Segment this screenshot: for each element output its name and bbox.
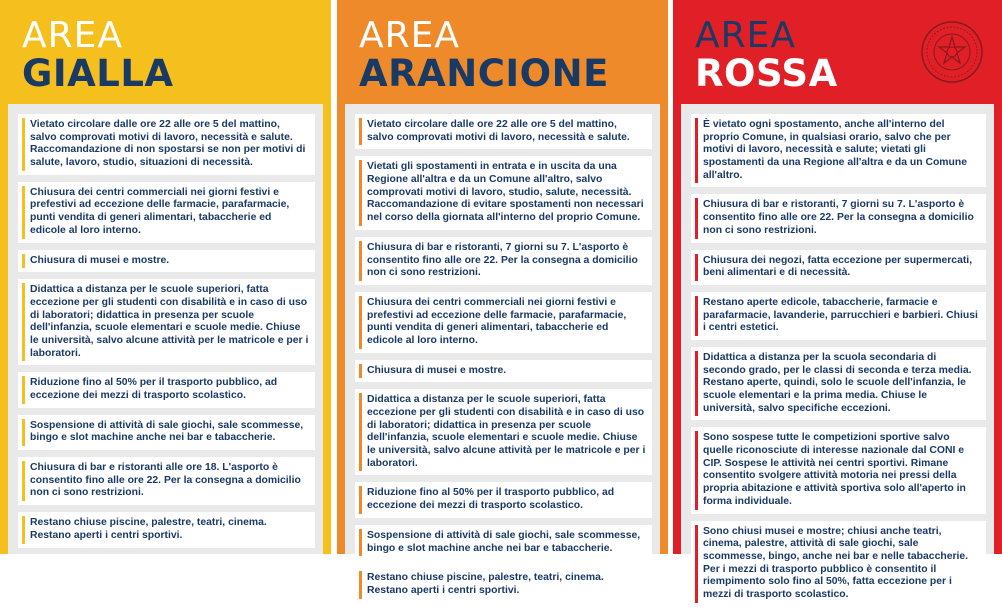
measure-item: Sospensione di attività di sale giochi, sale scommesse, bingo e slot machine anche nei bar e tabaccherie.: [18, 415, 315, 450]
measure-item: Sospensione di attività di sale giochi, sale scommesse, bingo e slot machine anche nei bar e tabaccherie.: [355, 525, 652, 560]
measure-item: Vietato circolare dalle ore 22 alle ore 5 del mattino, salvo comprovati motivi di lavoro, necessità e salute. Raccomandazione di non spostarsi se non per motivi di salute, lavoro, studio, situazioni di necessità.: [18, 114, 315, 175]
measure-item: È vietato ogni spostamento, anche all'interno del proprio Comune, in qualsiasi orario, salvo che per motivi di lavoro, necessità e salute; vietati gli spostamenti da una Regione all'altra e da un Comune all'altro.: [691, 114, 986, 187]
measure-item: Restano aperte edicole, tabaccherie, farmacie e parafarmacie, lavanderie, parrucchieri e barbieri. Chiusi i centri estetici.: [691, 292, 986, 340]
title-line2: ARANCIONE: [359, 52, 609, 95]
measure-item: Sono chiusi musei e mostre; chiusi anche teatri, cinema, palestre, attività di sale giochi, sale scommesse, bingo, anche nei bar e nelle tabaccherie. Per i mezzi di trasporto pubblico è consentito il riempimento solo fino al 50%, fatta eccezione per i mezzi di trasporto scolastico.: [691, 521, 986, 607]
measure-item: Chiusura di bar e ristoranti alle ore 18. L'asporto è consentito fino alle ore 22. Per la consegna a domicilio non ci sono restrizioni.: [18, 457, 315, 505]
measure-item: Vietati gli spostamenti in entrata e in uscita da una Regione all'altra e da un Comune all'altro, salvo comprovati motivi di lavoro, studio, salute, necessità. Raccomandazione di evitare spostamenti non necessari nel corso della giornata all'interno del proprio Comune.: [355, 156, 652, 229]
measure-item: Chiusura dei negozi, fatta eccezione per supermercati, beni alimentari e di necessità.: [691, 250, 986, 285]
area-gialla-measures-list: [8, 104, 323, 554]
area-gialla-panel: [0, 0, 331, 554]
measure-item: Vietato circolare dalle ore 22 alle ore 5 del mattino, salvo comprovati motivi di lavoro, necessità e salute.: [355, 114, 652, 149]
measure-item: Chiusura di bar e ristoranti, 7 giorni su 7. L'asporto è consentito fino alle ore 22. Per la consegna a domicilio non ci sono restrizioni.: [691, 194, 986, 242]
measure-item: Chiusura di musei e mostre.: [18, 250, 315, 273]
measure-item: Riduzione fino al 50% per il trasporto pubblico, ad eccezione dei mezzi di trasporto scolastico.: [18, 372, 315, 407]
measure-item: Chiusura dei centri commerciali nei giorni festivi e prefestivi ad eccezione delle farmacie, parafarmacie, punti vendita di generi alimentari, tabaccherie ed edicole al loro interno.: [355, 292, 652, 353]
measure-item: Chiusura di musei e mostre.: [355, 360, 652, 383]
measure-item: Didattica a distanza per le scuole superiori, fatta eccezione per gli studenti con disabilità e in caso di uso di laboratori; didattica in presenza per scuole dell'infanzia, scuole elementari e scuole medie. Chiuse le università, salvo alcune attività per le matricole e per i laboratori.: [355, 389, 652, 475]
measure-item: Chiusura dei centri commerciali nei giorni festivi e prefestivi ad eccezione delle farmacie, parafarmacie, punti vendita di generi alimentari, tabaccherie ed edicole al loro interno.: [18, 182, 315, 243]
title-line2: ROSSA: [695, 52, 838, 95]
measure-item: Riduzione fino al 50% per il trasporto pubblico, ad eccezione dei mezzi di trasporto scolastico.: [355, 482, 652, 517]
measure-item: Didattica a distanza per le scuole superiori, fatta eccezione per gli studenti con disabilità e in caso di uso di laboratori; didattica in presenza per scuole dell'infanzia, scuole elementari e scuole medie. Chiuse le università, salvo alcune attività per le matricole e per i laboratori.: [18, 279, 315, 365]
measure-item: Restano chiuse piscine, palestre, teatri, cinema. Restano aperti i centri sportivi.: [18, 512, 315, 547]
area-arancione-title: [359, 15, 609, 95]
area-rossa-title: [695, 15, 838, 95]
title-line2: GIALLA: [22, 52, 174, 95]
measure-item: Restano chiuse piscine, palestre, teatri, cinema. Restano aperti i centri sportivi.: [355, 567, 652, 602]
area-arancione-measures-list: [345, 104, 660, 596]
area-arancione-panel: [337, 0, 668, 596]
measure-item: Didattica a distanza per la scuola secondaria di secondo grado, per le classi di seconda e terza media. Restano aperte, quindi, solo le scuole dell'infanzia, le scuole elementari e la prima media. Chiuse le università, salvo specifiche eccezioni.: [691, 347, 986, 420]
measure-item: Chiusura di bar e ristoranti, 7 giorni su 7. L'asporto è consentito fino alle ore 22. Per la consegna a domicilio non ci sono restrizioni.: [355, 237, 652, 285]
emblem-of-italy-seal-icon: [920, 20, 984, 84]
title-line1: AREA: [695, 15, 797, 56]
title-line1: AREA: [359, 15, 461, 56]
title-line1: AREA: [22, 15, 124, 56]
measure-item: Sono sospese tutte le competizioni sportive salvo quelle riconosciute di interesse nazionale dal CONI e CIP. Sospese le attività nei centri sportivi. Rimane consentito svolgere attività motoria nei pressi della propria abitazione e attività sportiva solo all'aperto in forma individuale.: [691, 427, 986, 513]
area-rossa-panel: [673, 0, 1002, 600]
area-gialla-title: [22, 15, 174, 95]
area-rossa-measures-list: [681, 104, 994, 600]
